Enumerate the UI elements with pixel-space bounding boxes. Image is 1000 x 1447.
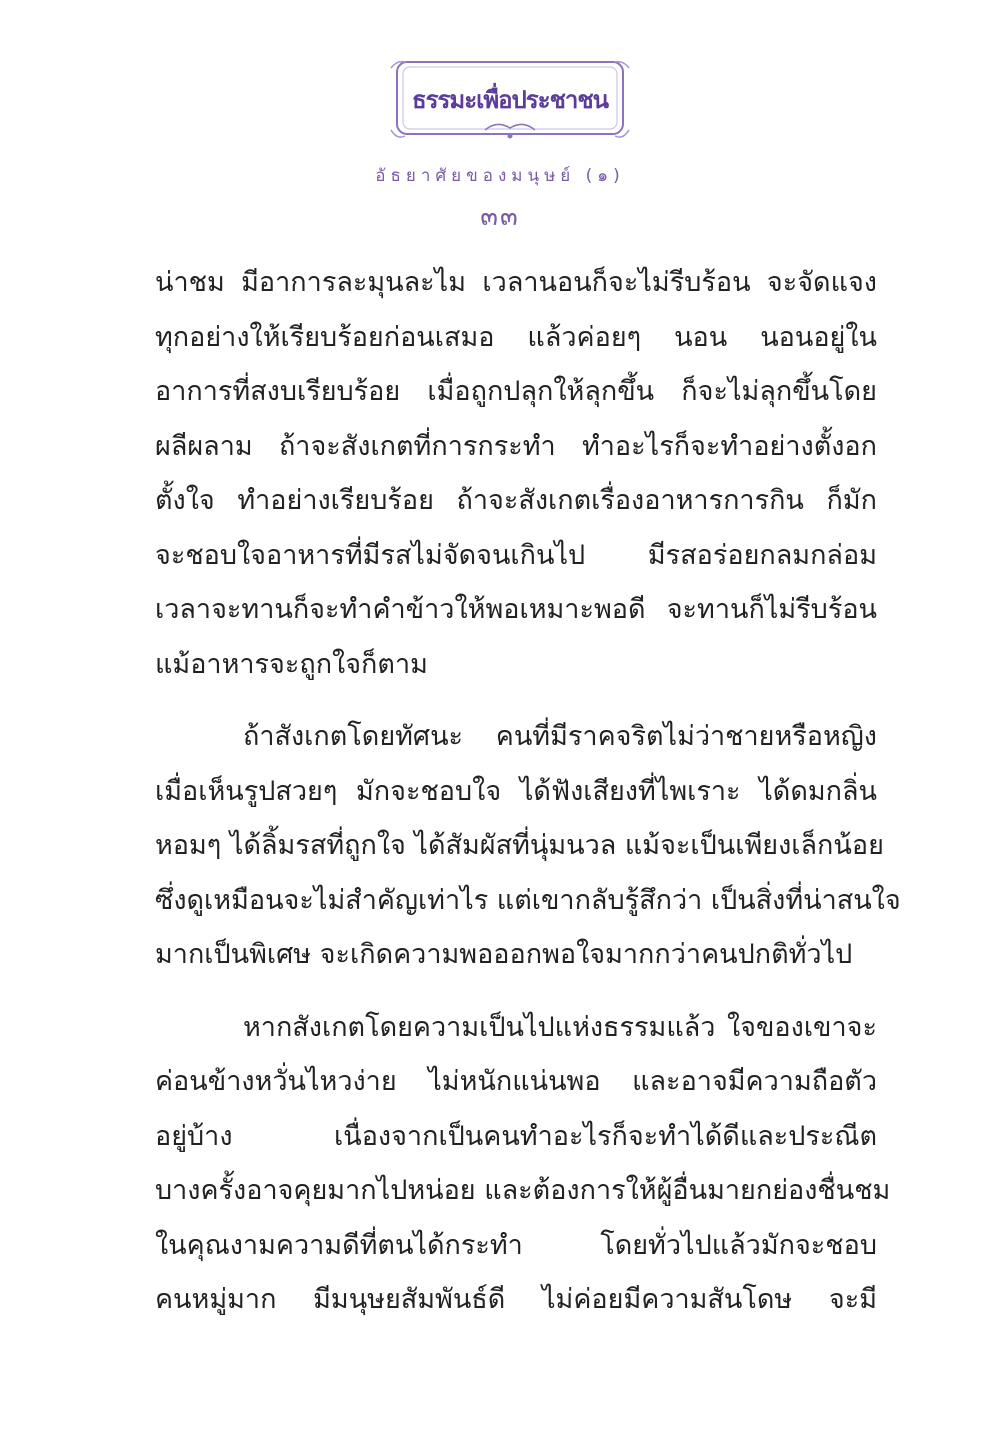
paragraph-3 <box>155 1001 891 1328</box>
text-line: หอมๆ ได้ลิ้มรสที่ถูกใจ ได้สัมผัสที่นุ่มนวล แม้จะเป็นเพียงเล็กน้อย <box>155 830 884 861</box>
text-line: บางครั้งอาจคุยมากไปหน่อย และต้องการให้ผู้อื่นมายกย่องชื่นชม <box>155 1175 891 1206</box>
paragraph-1 <box>155 256 877 692</box>
text-line: ในคุณงามความดีที่ตนได้กระทำ โดยทั่วไปแล้วมักจะชอบ <box>155 1229 877 1261</box>
body-text <box>155 256 901 1328</box>
text-line: อยู่บ้าง เนื่องจากเป็นคนทำอะไรก็จะทำได้ดีและประณีต <box>155 1120 877 1152</box>
text-line: ซึ่งดูเหมือนจะไม่สำคัญเท่าไร แต่เขากลับรู้สึกว่า เป็นสิ่งที่น่าสนใจ <box>155 884 901 916</box>
header-logo <box>389 56 631 152</box>
text-line: อาการที่สงบเรียบร้อย เมื่อถูกปลุกให้ลุกขึ้น ก็จะไม่ลุกขึ้นโดย <box>155 376 877 407</box>
text-line: ตั้งใจ ทำอย่างเรียบร้อย ถ้าจะสังเกตเรื่องอาหารการกิน ก็มัก <box>155 485 877 516</box>
text-line: มากเป็นพิเศษ จะเกิดความพอออกพอใจมากกว่าคนปกติทั่วไป <box>155 939 853 970</box>
text-line: จะชอบใจอาหารที่มีรสไม่จัดจนเกินไป มีรสอร่อยกลมกล่อม <box>155 539 877 571</box>
text-line: ผลีผลาม ถ้าจะสังเกตที่การกระทำ ทำอะไรก็จะทำอย่างตั้งอก <box>155 430 877 462</box>
text-line: แม้อาหารจะถูกใจก็ตาม <box>155 648 428 680</box>
text-line: เมื่อเห็นรูปสวยๆ มักจะชอบใจ ได้ฟังเสียงที่ไพเราะ ได้ดมกลิ่น <box>155 775 877 807</box>
text-line: คนหมู่มาก มีมนุษยสัมพันธ์ดี ไม่ค่อยมีความสันโดษ จะมี <box>155 1284 877 1315</box>
text-line: ค่อนข้างหวั่นไหวง่าย ไม่หนักแน่นพอ และอาจมีความถือตัว <box>155 1066 877 1097</box>
text-line: ถ้าสังเกตโดยทัศนะ คนที่มีราคจริตไม่ว่าชายหรือหญิง <box>243 721 877 752</box>
chapter-title: อัธยาศัยของมนุษย์ (๑) <box>375 166 625 186</box>
paragraph-2 <box>155 710 901 983</box>
text-line: หากสังเกตโดยความเป็นไปแห่งธรรมแล้ว ใจของเขาจะ <box>243 1011 877 1043</box>
text-line: เวลาจะทานก็จะทำคำข้าวให้พอเหมาะพอดี จะทานก็ไม่รีบร้อน <box>155 594 877 625</box>
logo-title: ธรรมะเพื่อประชาชน <box>411 85 609 114</box>
text-line: น่าชม มีอาการละมุนละไม เวลานอนก็จะไม่รีบร้อน จะจัดแจง <box>155 267 877 298</box>
page-number: ๓๓ <box>480 202 520 232</box>
text-line: ทุกอย่างให้เรียบร้อยก่อนเสมอ แล้วค่อยๆ นอน นอนอยู่ใน <box>155 321 877 353</box>
